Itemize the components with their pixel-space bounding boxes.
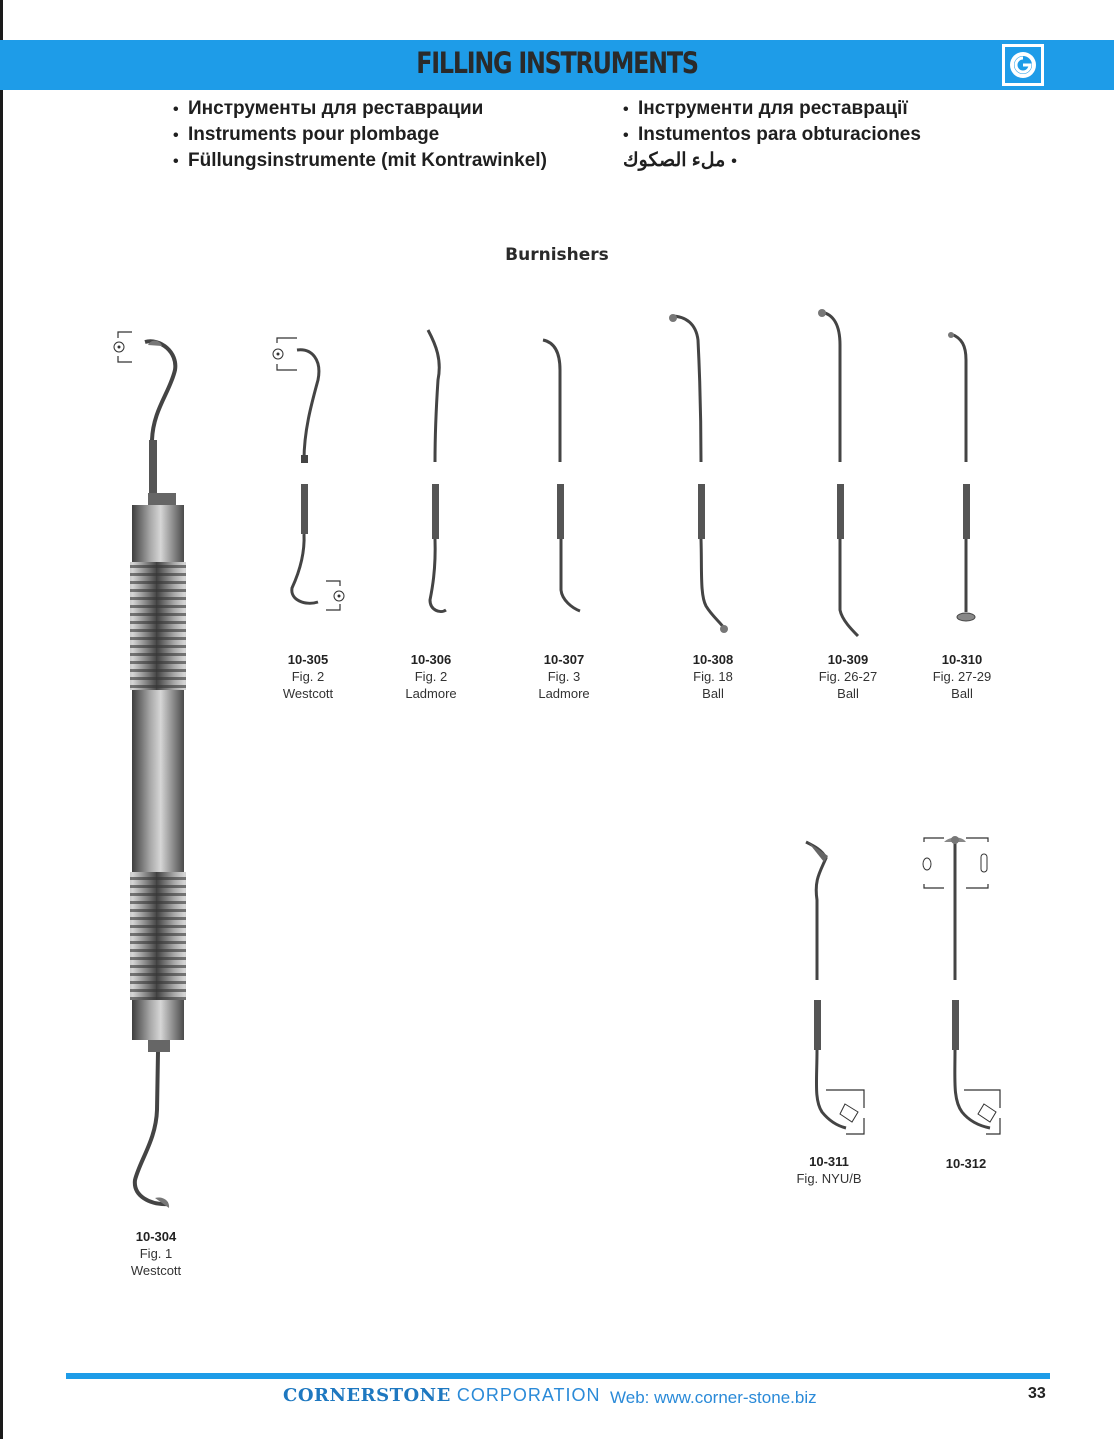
brand-name: CORNERSTONE [283, 1385, 451, 1406]
footer-website-link[interactable]: Web: www.corner-stone.biz [610, 1388, 817, 1407]
instrument-10-311 [806, 842, 864, 1134]
instrument-10-308 [669, 314, 728, 633]
instrument-10-312 [923, 836, 1000, 1134]
language-item-uk: • Інструменти для реставрації [623, 98, 908, 119]
instrument-10-310 [948, 332, 975, 621]
brand-suffix: CORPORATION [456, 1385, 601, 1405]
product-label-10-306: 10-306 Fig. 2 Ladmore [405, 652, 457, 701]
page-title: FILLING INSTRUMENTS [416, 46, 698, 80]
product-label-10-311: 10-311 Fig. NYU/B [796, 1154, 862, 1186]
product-label-10-307: 10-307 Fig. 3 Ladmore [538, 652, 590, 701]
product-label-10-310: 10-310 Fig. 27-29 Ball [932, 652, 992, 701]
product-label-10-305: 10-305 Fig. 2 Westcott [282, 652, 334, 701]
instrument-10-305 [273, 338, 344, 610]
footer-brand [283, 1385, 601, 1406]
language-item-es: • Instumentos para obturaciones [623, 124, 921, 145]
language-item-fr: • Instruments pour plombage [173, 124, 440, 145]
section-title: Burnishers [505, 245, 609, 265]
footer-rule [66, 1373, 1050, 1379]
instrument-10-304 [114, 332, 186, 1208]
page-number: 33 [1028, 1385, 1046, 1402]
language-item-ru: • Инструменты для реставрации [173, 98, 484, 119]
product-label-10-312: 10-312 [945, 1156, 987, 1171]
product-label-10-304: 10-304 Fig. 1 Westcott [130, 1229, 182, 1278]
language-item-de: • Füllungsinstrumente (mit Kontrawinkel) [173, 150, 547, 171]
language-item-ar: ملء الصكوك • [623, 150, 737, 171]
instrument-10-309 [818, 309, 858, 636]
product-label-10-309: 10-309 Fig. 26-27 Ball [818, 652, 878, 701]
product-label-10-308: 10-308 Fig. 18 Ball [692, 652, 734, 701]
instrument-10-307 [543, 340, 580, 611]
instrument-10-306 [428, 330, 446, 612]
